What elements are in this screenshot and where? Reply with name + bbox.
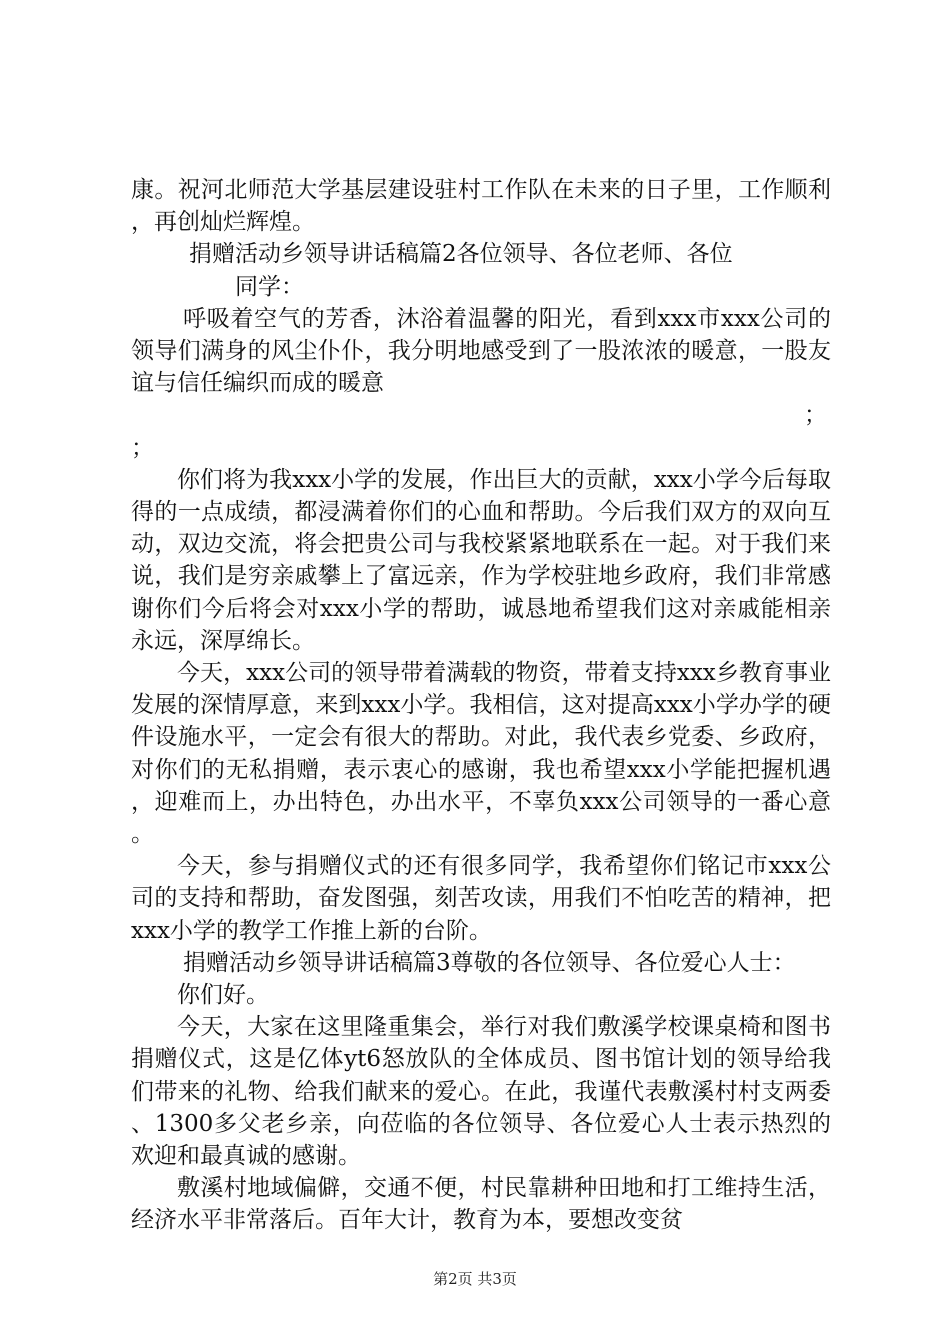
paragraph-1: 康。祝河北师范大学基层建设驻村工作队在未来的日子里，工作顺利，再创灿烂辉煌。: [131, 177, 831, 236]
paragraph-5: 今天，xxx公司的领导带着满载的物资，带着支持xxx乡教育事业发展的深情厚意，来到xxx小学。我相信，这对提高xxx小学办学的硬件设施水平，一定会有很大的帮助。对此，我代表乡党委、乡政府，对你们的无私捐赠，表示衷心的感谢，我也希望xxx小学能把握机遇，迎难而上，办出特色，办出水平，不辜负xxx公司领导的一番心意。: [131, 660, 831, 848]
section-heading-2-line2: 同学：: [235, 273, 304, 300]
document-body: [131, 174, 831, 1237]
page-number-label: 第2页 共3页: [433, 1270, 517, 1288]
paragraph-3-semicolon-row-2: [131, 399, 831, 461]
section-heading-2-line1: 捐赠活动乡领导讲话稿篇2各位领导、各位老师、各位: [189, 241, 733, 268]
spacer: [131, 432, 831, 464]
paragraph-4: 你们将为我xxx小学的发展，作出巨大的贡献，xxx小学今后每取得的一点成绩，都浸满着你们的心血和帮助。今后我们双方的双向互动，双边交流，将会把贵公司与我校紧紧地联系在一起。对于我们来说，我们是穷亲戚攀上了富远亲，作为学校驻地乡政府，我们非常感谢你们今后将会对xxx小学的帮助，诚恳地希望我们这对亲戚能相亲永远，深厚绵长。: [131, 466, 831, 654]
paragraph-3-text: 呼吸着空气的芳香，沐浴着温馨的阳光，看到xxx市xxx公司的领导们满身的风尘仆仆，我分明地感受到了一股浓浓的暖意，一股友谊与信任编织而成的暖意: [131, 305, 831, 397]
paragraph-10: 敷溪村地域偏僻，交通不便，村民靠耕种田地和打工维持生活，经济水平非常落后。百年大计，教育为本，要想改变贫: [131, 1175, 831, 1234]
paragraph-3-semicolon-right: ；: [804, 402, 827, 429]
paragraph-6: 今天，参与捐赠仪式的还有很多同学，我希望你们铭记市xxx公司的支持和帮助，奋发图强，刻苦攻读，用我们不怕吃苦的精神，把xxx小学的教学工作推上新的台阶。: [131, 853, 831, 944]
paragraph-8: 你们好。: [177, 982, 269, 1009]
paragraph-3-semicolon-left: ；: [131, 434, 154, 461]
section-heading-3: 捐赠活动乡领导讲话稿篇3尊敬的各位领导、各位爱心人士：: [183, 949, 796, 976]
page-footer: [0, 1268, 950, 1289]
section-heading-2: [131, 238, 831, 302]
paragraph-9: 今天，大家在这里隆重集会，举行对我们敷溪学校课桌椅和图书捐赠仪式，这是亿体yt6怒放队的全体成员、图书馆计划的领导给我们带来的礼物、给我们献来的爱心。在此，我谨代表敷溪村村支两委、1300多父老乡亲，向莅临的各位领导、各位爱心人士表示热烈的欢迎和最真诚的感谢。: [131, 1014, 831, 1170]
paragraph-3: [131, 303, 831, 400]
